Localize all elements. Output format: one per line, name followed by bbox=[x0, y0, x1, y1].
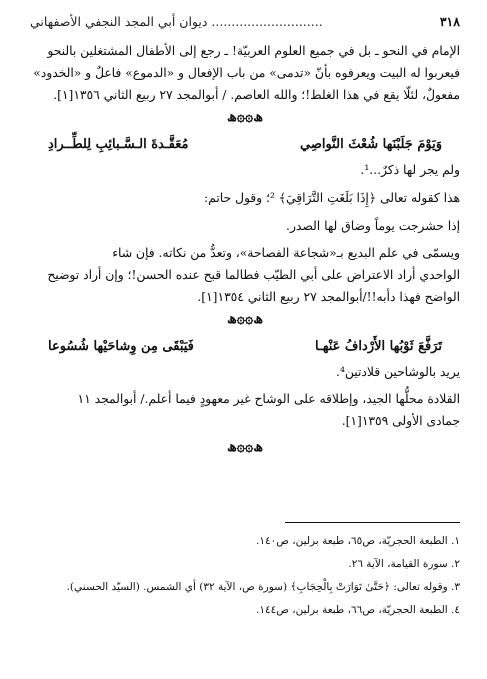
commentary-line: مفعولٌ، لئلّا يقع في هذا الغلط!؛ والله العاصم. / أبوالمجد ٢٧ ربيع الثاني ١٣٥٦[١]. bbox=[53, 88, 460, 102]
footnotes bbox=[30, 530, 460, 622]
commentary-line: الإمام في النحو ـ بل في جميع العلوم العربيّة! ـ رجع إلى الأطفال المشتغلين بالنحو bbox=[47, 44, 460, 58]
verse-second-hemistich: فَيَبْقَى مِن وِشاحَيْها شُسُوعا bbox=[48, 339, 194, 354]
commentary-line: ويسمّى في علم البديع بـ«شجاعة الفصاحة»، وتعدُّ من نكاته. فإن شاء bbox=[112, 246, 460, 260]
commentary-block-1 bbox=[30, 40, 460, 106]
page-header bbox=[30, 14, 460, 36]
verse-first-hemistich: تَرَفَّعَ ثَوْبُها الأَرْدافُ عَنْهـا bbox=[314, 339, 442, 354]
section-divider-ornament: ﮪ۞۞ﮪ bbox=[227, 439, 263, 455]
footnote-item: ٣. وقوله تعالى: ﴿حَتَّىٰ تَوَارَتْ بِالْحِجَابِ﴾ (سورة ص، الآية ٣٢) أي الشمس. (السيّد الحسني). bbox=[66, 581, 460, 593]
verse-first-hemistich: وَيَوْمَ جَلَبْنَها شُعْثَ النَّواصِي bbox=[299, 137, 442, 152]
section-divider-ornament: ﮪ۞۞ﮪ bbox=[227, 109, 263, 125]
footnote-separator bbox=[285, 522, 460, 523]
commentary-block-2 bbox=[30, 158, 460, 308]
commentary-line: فيعربوا له البيت ويعرفوه بأنّ «تدمى» من باب الإفعال و «الدموع» فاعلٌ و «الخدود» bbox=[33, 66, 460, 80]
commentary-line: الواحدي أراد الاعتراض على أبي الطيّب فطالما قبح عنده الحسن!؛ وإن أراد توضيح bbox=[47, 268, 460, 282]
section-divider-ornament: ﮪ۞۞ﮪ bbox=[227, 311, 263, 327]
book-page bbox=[30, 14, 460, 664]
commentary-line: الواضح فهذا دأبه!!/أبوالمجد ٢٧ ربيع الثاني ١٣٥٤[١]. bbox=[197, 290, 460, 304]
commentary-line: جمادى الأولى ١٣٥٩[١]. bbox=[341, 414, 460, 428]
footnote-item: ٢. سورة القيامة، الآية ٢٦. bbox=[348, 558, 460, 570]
footnote-item: ٤. الطبعة الحجريّة، ص٦٦، طبعة برلين، ص١٤٤. bbox=[255, 604, 460, 616]
footnote-item: ١. الطبعة الحجريّة، ص٦٥، طبعة برلين، ص١٤٠. bbox=[255, 535, 460, 547]
commentary-line: ولم يجر لها ذكرٌ...¹. bbox=[360, 163, 460, 177]
commentary-line: يريد بالوشاحين قلادتين⁴. bbox=[336, 365, 460, 379]
commentary-block-3 bbox=[30, 360, 460, 432]
poem-verse bbox=[30, 132, 460, 158]
commentary-line: القلادة محلُّها الجيد، وإطلاقه على الوشاح غير معهودٍ فيما أعلم./ أبوالمجد ١١ bbox=[77, 392, 460, 406]
commentary-line: إذا حشرجت يوماً وضاق لها الصدر. bbox=[286, 219, 460, 233]
verse-second-hemistich: مُعَقَّـدةَ الـسَّـبائِبِ لِلطِّــرادِ bbox=[48, 137, 189, 152]
commentary-line: هذا كقوله تعالى ﴿إِذَا بَلَغَتِ التَّرَاقِيَ﴾ ²؛ وقول حاتم: bbox=[204, 191, 460, 205]
page-number: ٣١٨ bbox=[439, 14, 460, 29]
running-title: ............................ ديوان أبي المجد النجفي الأصفهاني bbox=[30, 14, 323, 29]
poem-verse bbox=[30, 334, 460, 360]
